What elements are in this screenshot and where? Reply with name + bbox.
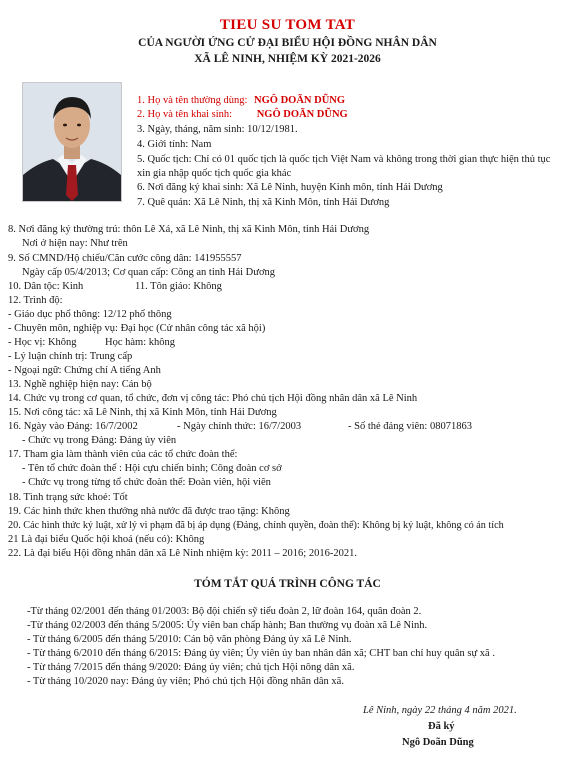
field-education: 12. Trình độ: (8, 295, 63, 306)
field-permanent-address: 8. Nơi đăng ký thường trú: thôn Lê Xá, xã Lê Ninh, thị xã Kinh Môn, tỉnh Hải Dương (8, 224, 370, 235)
field-party-position: - Chức vụ trong Đảng: Đảng ủy viên (22, 435, 177, 446)
field-health: 18. Tình trạng sức khoẻ: Tốt (8, 492, 128, 503)
field-organization-roles: - Chức vụ trong từng tổ chức đoàn thể: Đoàn viên, hội viên (22, 477, 271, 488)
field-profession: - Chuyên môn, nghiệp vụ: Đại học (Cử nhân công tác xã hội) (8, 323, 266, 334)
field-ethnicity: 10. Dân tộc: Kinh (8, 281, 84, 292)
field-awards: 19. Các hình thức khen thưởng nhà nước đã được trao tặng: Không (8, 506, 290, 517)
field-nationality: 5. Quốc tịch: Chỉ có 01 quốc tịch là quốc tịch Việt Nam và không trong thời gian thực hiện thủ tục (137, 154, 551, 165)
field-foreign-language: - Ngoại ngữ: Chứng chỉ A tiếng Anh (8, 365, 161, 376)
portrait-photo-icon (23, 83, 121, 201)
work-history-item: - Từ tháng 7/2015 đến tháng 9/2020: Đảng ủy viên; chủ tịch Hội nông dân xã. (27, 662, 355, 673)
field-organizations: 17. Tham gia làm thành viên của các tổ chức đoàn thể: (8, 449, 238, 460)
field-id-number: 9. Số CMND/Hộ chiếu/Căn cước công dân: 141955557 (8, 253, 242, 264)
field-workplace: 15. Nơi công tác: xã Lê Ninh, thị xã Kinh Môn, tỉnh Hải Dương (8, 407, 277, 418)
work-history-title: TÓM TẮT QUÁ TRÌNH CÔNG TÁC (194, 578, 381, 590)
signature-place-date: Lê Ninh, ngày 22 tháng 4 năm 2021. (363, 705, 517, 716)
work-history-item: -Từ tháng 02/2001 đến tháng 01/2003: Bộ đội chiến sỹ tiểu đoàn 2, lữ đoàn 164, quân đoàn 2. (27, 606, 422, 617)
field-hometown: 7. Quê quán: Xã Lê Ninh, thị xã Kinh Môn, tỉnh Hải Dương (137, 197, 390, 208)
field-general-education: - Giáo dục phổ thông: 12/12 phổ thông (8, 309, 172, 320)
work-history-item: - Từ tháng 6/2005 đến tháng 5/2010: Cán bộ văn phòng Đảng ủy xã Lê Ninh. (27, 634, 352, 645)
field-academic-title: Học hàm: không (105, 337, 175, 348)
field-birth-registration: 6. Nơi đăng ký khai sinh: Xã Lê Ninh, huyện Kinh môn, tỉnh Hải Dương (137, 182, 443, 193)
field-occupation: 13. Nghề nghiệp hiện nay: Cán bộ (8, 379, 152, 390)
field-religion: 11. Tôn giáo: Không (135, 281, 222, 292)
field-party-card: - Số thẻ đảng viên: 08071863 (348, 421, 472, 432)
document-title: TIEU SU TOM TAT (219, 17, 356, 33)
field-common-name: 1. Họ và tên thường dùng: NGÔ DOÃN DŨNG (137, 95, 346, 106)
field-national-assembly: 21 Là đại biểu Quốc hội khoá (nếu có): Không (8, 534, 205, 545)
field-party-official-date: - Ngày chính thức: 16/7/2003 (177, 421, 302, 432)
field-organization-names: - Tên tổ chức đoàn thể : Hội cựu chiến binh; Công đoàn cơ sở (22, 463, 282, 474)
document-subtitle: CỦA NGƯỜI ỨNG CỬ ĐẠI BIỂU HỘI ĐỒNG NHÂN DÂN (138, 37, 437, 49)
field-political-theory: - Lý luận chính trị: Trung cấp (8, 351, 133, 362)
work-history-item: - Từ tháng 10/2020 nay: Đảng ủy viên; Phó chủ tịch Hội đồng nhân dân xã. (27, 676, 344, 687)
field-degree: - Học vị: Không (8, 337, 77, 348)
field-position: 14. Chức vụ trong cơ quan, tổ chức, đơn vị công tác: Phó chủ tịch Hội đồng nhân dân xã Lê Ninh (8, 393, 418, 404)
document-subtitle-term: XÃ LÊ NINH, NHIỆM KỲ 2021-2026 (194, 53, 381, 65)
field-party-join-date: 16. Ngày vào Đảng: 16/7/2002 (8, 421, 138, 432)
portrait-photo (22, 82, 122, 202)
field-nationality-cont: xin gia nhập quốc tịch quốc gia khác (137, 168, 292, 179)
field-council-terms: 22. Là đại biểu Hội đồng nhân dân xã Lê Ninh nhiệm kỳ: 2011 – 2016; 2016-2021. (8, 548, 357, 559)
field-current-address: Nơi ở hiện nay: Như trên (22, 238, 128, 249)
work-history-item: -Từ tháng 02/2003 đến tháng 5/2005: Ủy viên ban chấp hành; Ban thường vụ đoàn xã Lê Ninh. (27, 620, 428, 631)
field-discipline: 20. Các hình thức kỷ luật, xử lý vi phạm đã bị áp dụng (Đảng, chính quyền, đoàn thể): Không bị kỷ luật, không có án tích (8, 520, 504, 531)
work-history-item: - Từ tháng 6/2010 đến tháng 6/2015: Đảng ủy viên; Ủy viên ủy ban nhân dân xã; CHT ban chỉ huy quân sự xã . (27, 648, 495, 659)
field-id-issue: Ngày cấp 05/4/2013; Cơ quan cấp: Công an tỉnh Hải Dương (22, 267, 276, 278)
signature-name: Ngô Doãn Dũng (402, 737, 474, 748)
field-gender: 4. Giới tính: Nam (137, 139, 212, 150)
field-birth-date: 3. Ngày, tháng, năm sinh: 10/12/1981. (137, 124, 298, 135)
field-birth-name: 2. Họ và tên khai sinh: NGÔ DOÃN DŨNG (137, 109, 348, 120)
signature-signed: Đã ký (428, 721, 455, 732)
